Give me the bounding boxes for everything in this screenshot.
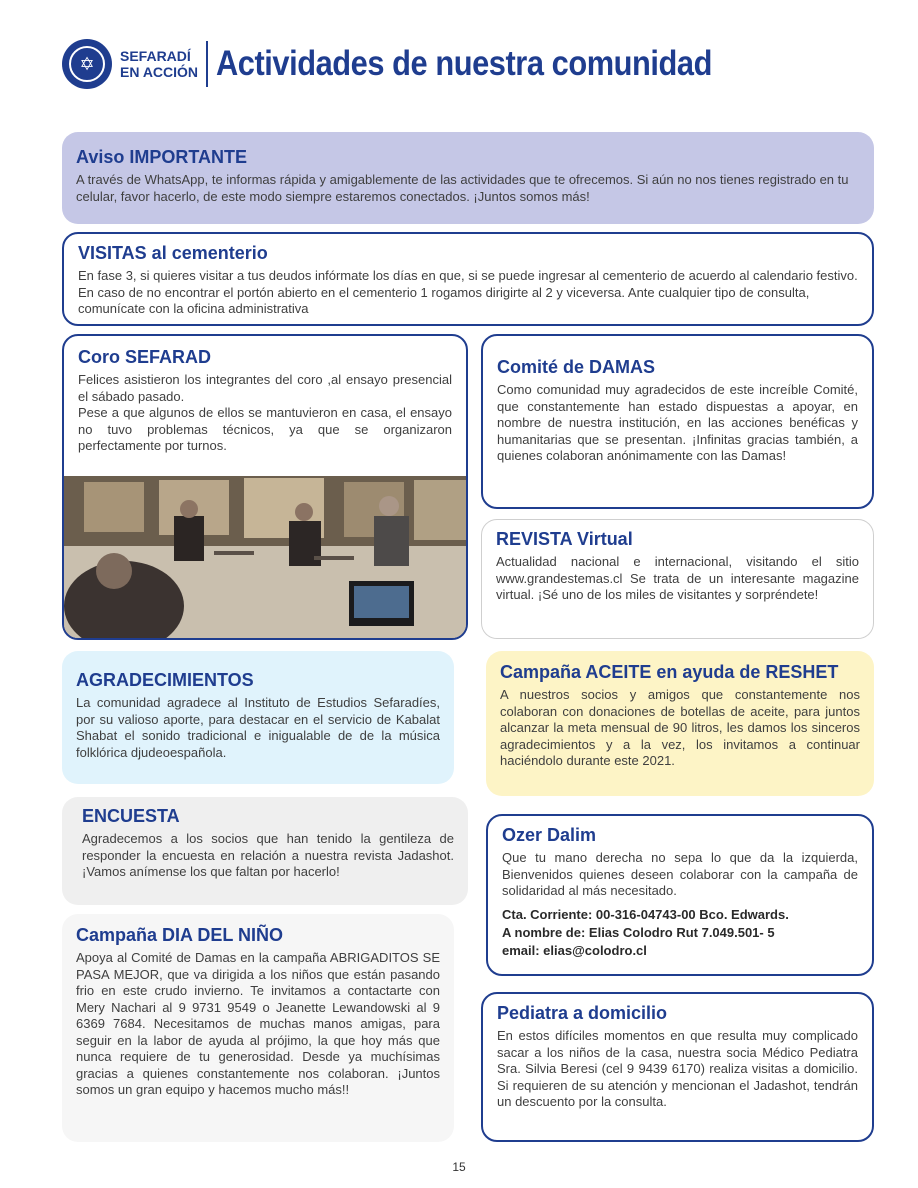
contact-email: email: elias@colodro.cl — [502, 942, 647, 958]
bank-account: Cta. Corriente: 00-316-04743-00 Bco. Edwards. — [502, 906, 789, 922]
star-of-david-icon: ✡ — [69, 46, 105, 82]
coro-title: Coro SEFARAD — [78, 347, 212, 367]
revista-title: REVISTA Virtual — [496, 529, 633, 549]
damas-title: Comité de DAMAS — [497, 357, 656, 377]
brand-name — [120, 48, 198, 80]
agradecimientos-text: La comunidad agradece al Instituto de Estudios Sefaradíes, por su valioso aporte, para destacar en el servicio de Kabalat Shabat el sonido tradicional e inigualable de de la música folklórica djudeoespañola. — [76, 695, 440, 760]
revista-text: Actualidad nacional e internacional, visitando el sitio www.grandestemas.cl Se trata de un interesante magazine virtual. ¡Sé uno de los miles de visitantes y sorpréndete! — [496, 554, 859, 602]
dia-del-nino-title: Campaña DIA DEL NIÑO — [76, 925, 284, 945]
visitas-section — [62, 232, 874, 326]
dia-del-nino-section — [62, 914, 454, 1142]
visitas-text: En fase 3, si quieres visitar a tus deudos infórmate los días en que, si se puede ingresar al cementerio de acuerdo al calendario festivo. En caso de no encontrar el portón abierto en el cementerio 1 rogamos dirigirte al 2 y viceversa. Ante cualquier tipo de consulta, comunícate con la oficina administrativa — [78, 268, 858, 316]
page-title: Actividades de nuestra comunidad — [216, 44, 713, 83]
page-number: 15 — [452, 1160, 466, 1174]
aceite-title: Campaña ACEITE en ayuda de RESHET — [500, 662, 839, 682]
aviso-title: Aviso IMPORTANTE — [76, 147, 248, 167]
ozer-dalim-section — [486, 814, 874, 976]
pediatra-text: En estos difíciles momentos en que resulta muy complicado sacar a los niños de la casa, nuestra socia Médico Pediatra Sra. Silvia Beresi (cel 9 9439 6170) realiza visitas a domicilio. Si requieren de su atención y mencionan el Jadashot, tendrán un descuento por la consulta. — [497, 1028, 858, 1109]
coro-section — [62, 334, 468, 640]
choir-rehearsal-photo — [64, 476, 468, 640]
aviso-text: A través de WhatsApp, te informas rápida y amigablemente de las actividades que te ofrecemos. Si aún no nos tienes registrado en tu celular, favor hacerlo, de este modo siempre estaremos conectados. ¡Juntos somos más! — [76, 172, 849, 204]
coro-text-2: Pese a que algunos de ellos se mantuvieron en casa, el ensayo no tuvo problemas técnicos, ya que se organizaron perfectamente por turnos. — [78, 405, 452, 453]
brand-divider — [206, 41, 208, 87]
aceite-section — [486, 651, 874, 796]
logo — [62, 39, 112, 89]
ozer-dalim-title: Ozer Dalim — [502, 825, 597, 845]
revista-section — [481, 519, 874, 639]
bank-details — [502, 906, 858, 960]
agradecimientos-section — [62, 651, 454, 784]
aceite-text: A nuestros socios y amigos que constantemente nos colaboran con donaciones de botellas de aceite, para juntos alcanzar la meta mensual de 90 litros, les damos los sinceros agradecimientos y a la vez, los invitamos a continuar haciéndolo durante este 2021. — [500, 687, 860, 768]
agradecimientos-title: AGRADECIMIENTOS — [76, 670, 254, 690]
dia-del-nino-text: Apoya al Comité de Damas en la campaña ABRIGADITOS SE PASA MEJOR, que va dirigida a los niños que están pasando frio en este crudo invierno. Te invitamos a contactarte con Mery Nachari al 9 9731 9549 o Jeanette Lewandowski al 9 6369 7684. Necesitamos de muchas manos amigas, para seguir en la labor de ayuda al prójimo, la que hoy más que nunca requiere de tu generosidad. Desde ya muchísimas gracias a quienes constantemente nos colaboran. ¡Juntos somos un gran equipo y hacemos mucho más!! — [76, 950, 440, 1097]
coro-text-1: Felices asistieron los integrantes del coro ,al ensayo presencial el sábado pasado. — [78, 372, 452, 404]
ozer-dalim-text: Que tu mano derecha no sepa lo que da la izquierda, Bienvenidos quienes deseen colaborar con la campaña de solidaridad al más necesitado. — [502, 850, 858, 898]
pediatra-title: Pediatra a domicilio — [497, 1003, 668, 1023]
brand-line-2: EN ACCIÓN — [120, 64, 199, 80]
pediatra-section — [481, 992, 874, 1142]
encuesta-text: Agradecemos a los socios que han tenido la gentileza de responder la encuesta en relación a nuestra revista Jadashot. ¡Vamos anímense los que faltan por hacerlo! — [82, 831, 454, 879]
visitas-title: VISITAS al cementerio — [78, 243, 268, 263]
brand-line-1: SEFARADÍ — [120, 48, 191, 64]
aviso-section — [62, 132, 874, 224]
damas-text: Como comunidad muy agradecidos de este increíble Comité, que constantemente han estado dispuestas a apoyar, en nombre de nuestra institución, en las acciones benéficas y humanitarias que se presentan. ¡Infinitas gracias también, a quienes colaboran anónimamente con las Damas! — [497, 382, 858, 463]
page-header — [62, 36, 780, 92]
encuesta-title: ENCUESTA — [82, 806, 180, 826]
encuesta-section — [62, 797, 468, 905]
account-holder: A nombre de: Elias Colodro Rut 7.049.501- 5 — [502, 924, 775, 940]
damas-section — [481, 334, 874, 509]
